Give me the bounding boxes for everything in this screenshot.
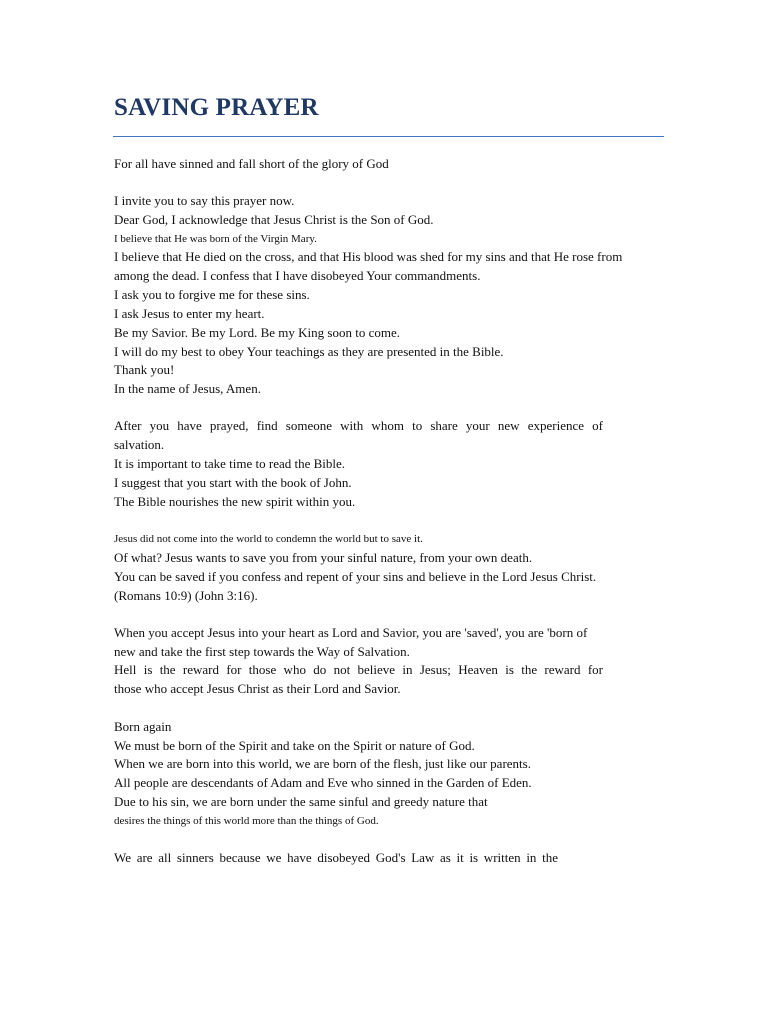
text-line: I believe that He was born of the Virgin Mary.	[114, 233, 317, 245]
text-line: Hell is the reward for those who do not believe in Jesus; Heaven is the reward for	[114, 662, 603, 677]
text-line: among the dead. I confess that I have disobeyed Your commandments.	[114, 268, 481, 283]
text-line: Be my Savior. Be my Lord. Be my King soon to come.	[114, 325, 400, 340]
text-line: After you have prayed, find someone with whom to share your new experience of	[114, 418, 603, 433]
text-line: All people are descendants of Adam and Eve who sinned in the Garden of Eden.	[114, 775, 532, 790]
text-line: salvation.	[114, 437, 165, 452]
text-line: I will do my best to obey Your teachings as they are presented in the Bible.	[114, 344, 504, 359]
text-line: (Romans 10:9) (John 3:16).	[114, 588, 258, 603]
text-line: We must be born of the Spirit and take on the Spirit or nature of God.	[114, 738, 475, 753]
text-line: In the name of Jesus, Amen.	[114, 381, 261, 396]
text-line: I ask Jesus to enter my heart.	[114, 306, 265, 321]
page-title: SAVING PRAYER	[114, 94, 319, 121]
text-line: We are all sinners because we have disobeyed God's Law as it is written in the	[114, 850, 558, 865]
text-line: new and take the first step towards the Way of Salvation.	[114, 644, 410, 659]
text-line: For all have sinned and fall short of the glory of God	[114, 156, 389, 171]
text-line: When we are born into this world, we are born of the flesh, just like our parents.	[114, 756, 531, 771]
text-line: I believe that He died on the cross, and that His blood was shed for my sins and that He rose from	[114, 249, 623, 264]
text-line: Dear God, I acknowledge that Jesus Christ is the Son of God.	[114, 212, 434, 227]
text-line: You can be saved if you confess and repent of your sins and believe in the Lord Jesus Christ.	[114, 569, 597, 584]
text-line: It is important to take time to read the Bible.	[114, 456, 346, 471]
text-line: desires the things of this world more than the things of God.	[114, 815, 379, 827]
text-line: Thank you!	[114, 362, 175, 377]
text-line: those who accept Jesus Christ as their Lord and Savior.	[114, 681, 401, 696]
text-line: Due to his sin, we are born under the same sinful and greedy nature that	[114, 794, 488, 809]
title-divider	[113, 136, 664, 137]
text-line: The Bible nourishes the new spirit within you.	[114, 494, 356, 509]
text-line: Of what? Jesus wants to save you from your sinful nature, from your own death.	[114, 550, 533, 565]
text-line: When you accept Jesus into your heart as Lord and Savior, you are 'saved', you are 'born of	[114, 625, 588, 640]
text-line: Jesus did not come into the world to condemn the world but to save it.	[114, 533, 423, 545]
text-line: I ask you to forgive me for these sins.	[114, 287, 310, 302]
text-line: Born again	[114, 719, 172, 734]
text-line: I suggest that you start with the book of John.	[114, 475, 352, 490]
text-line: I invite you to say this prayer now.	[114, 193, 295, 208]
